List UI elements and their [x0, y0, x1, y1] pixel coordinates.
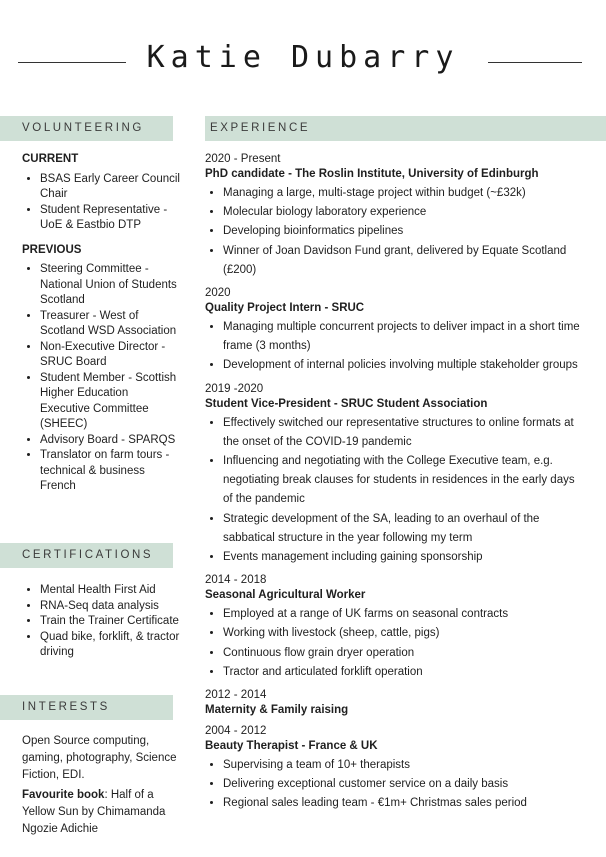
list-item: • Treasurer - West of Scotland WSD Association [40, 309, 180, 340]
list-item: • Student Member - Scottish Higher Education Executive Committee (SHEEC) [40, 371, 180, 433]
list-item: • Employed at a range of UK farms on seasonal contracts [223, 605, 585, 624]
candidate-name: Katie Dubarry [146, 40, 460, 75]
job-title: Seasonal Agricultural Worker [205, 589, 366, 602]
job-entry [205, 573, 585, 682]
list-item: • Managing multiple concurrent projects to deliver impact in a short time frame (3 months) [223, 318, 585, 356]
experience-heading: EXPERIENCE [205, 116, 606, 141]
job-bullets [205, 414, 585, 568]
interests-heading: INTERESTS [0, 695, 173, 720]
list-item: • Advisory Board - SPARQS [40, 433, 180, 449]
list-item: • Strategic development of the SA, leading to an overhaul of the sabbatical structure in the year following my term [223, 510, 585, 548]
list-item: • Developing bioinformatics pipelines [223, 222, 585, 241]
current-heading: CURRENT [22, 153, 79, 165]
list-item: • Supervising a team of 10+ therapists [223, 756, 585, 775]
list-item: • RNA-Seq data analysis [40, 599, 180, 615]
job-entry [205, 382, 585, 568]
list-item: • Continuous flow grain dryer operation [223, 644, 585, 663]
list-item: • Tractor and articulated forklift operation [223, 663, 585, 682]
favourite-book [22, 787, 182, 838]
list-item: • Managing a large, multi-stage project within budget (~£32k) [223, 184, 585, 203]
job-date: 2004 - 2012 [205, 725, 267, 738]
job-title: Quality Project Intern - SRUC [205, 302, 365, 315]
certifications-heading: CERTIFICATIONS [0, 543, 173, 568]
list-item: • Mental Health First Aid [40, 583, 180, 599]
previous-list [22, 262, 180, 495]
list-item: • Influencing and negotiating with the College Executive team, e.g. negotiating break clauses for students in residences in the early days of the pandemic [223, 452, 585, 510]
certifications-section [22, 583, 180, 661]
list-item: • Molecular biology laboratory experience [223, 203, 585, 222]
job-bullets [205, 756, 585, 814]
job-bullets [205, 605, 585, 682]
interests-section [22, 733, 182, 838]
list-item: • Development of internal policies involving multiple stakeholder groups [223, 356, 585, 375]
favourite-book-label: Favourite book [22, 789, 105, 801]
list-item: • Winner of Joan Davidson Fund grant, delivered by Equate Scotland (£200) [223, 242, 585, 280]
list-item: • BSAS Early Career Council Chair [40, 172, 180, 203]
list-item: • Working with livestock (sheep, cattle, pigs) [223, 624, 585, 643]
favourite-book-text: : Half of a Yellow Sun by Chimamanda Ngozie Adichie [22, 789, 166, 835]
previous-heading: PREVIOUS [22, 243, 82, 256]
certifications-list [22, 583, 180, 661]
job-date: 2020 [205, 287, 231, 300]
job-entry [205, 688, 585, 718]
list-item: • Regional sales leading team - €1m+ Christmas sales period [223, 794, 585, 813]
job-date: 2012 - 2014 [205, 689, 267, 702]
current-list [22, 172, 180, 234]
list-item: • Steering Committee - National Union of Students Scotland [40, 262, 180, 309]
volunteering-section [22, 152, 180, 495]
list-item: • Train the Trainer Certificate [40, 614, 180, 630]
job-title: Maternity & Family raising [205, 704, 349, 717]
list-item: • Student Representative - UoE & Eastbio DTP [40, 203, 180, 234]
job-date: 2014 - 2018 [205, 574, 267, 587]
volunteering-heading: VOLUNTEERING [0, 116, 173, 141]
job-date: 2020 - Present [205, 153, 281, 165]
interests-text: Open Source computing, gaming, photography, Science Fiction, EDI. [22, 735, 177, 781]
job-entry [205, 286, 585, 376]
job-date: 2019 -2020 [205, 382, 264, 395]
list-item: • Effectively switched our representative structures to online formats at the onset of the COVID-19 pandemic [223, 414, 585, 452]
job-bullets [205, 318, 585, 376]
job-bullets [205, 184, 585, 280]
job-entry [205, 724, 585, 814]
list-item: • Translator on farm tours - technical & business French [40, 448, 180, 495]
list-item: • Non-Executive Director - SRUC Board [40, 340, 180, 371]
job-title: Beauty Therapist - France & UK [205, 740, 378, 753]
list-item: • Delivering exceptional customer service on a daily basis [223, 775, 585, 794]
job-title: PhD candidate - The Roslin Institute, University of Edinburgh [205, 168, 539, 180]
list-item: • Quad bike, forklift, & tractor driving [40, 630, 180, 661]
experience-section [205, 152, 585, 820]
list-item: • Events management including gaining sponsorship [223, 548, 585, 567]
job-title: Student Vice-President - SRUC Student Association [205, 397, 488, 410]
job-entry [205, 152, 585, 280]
